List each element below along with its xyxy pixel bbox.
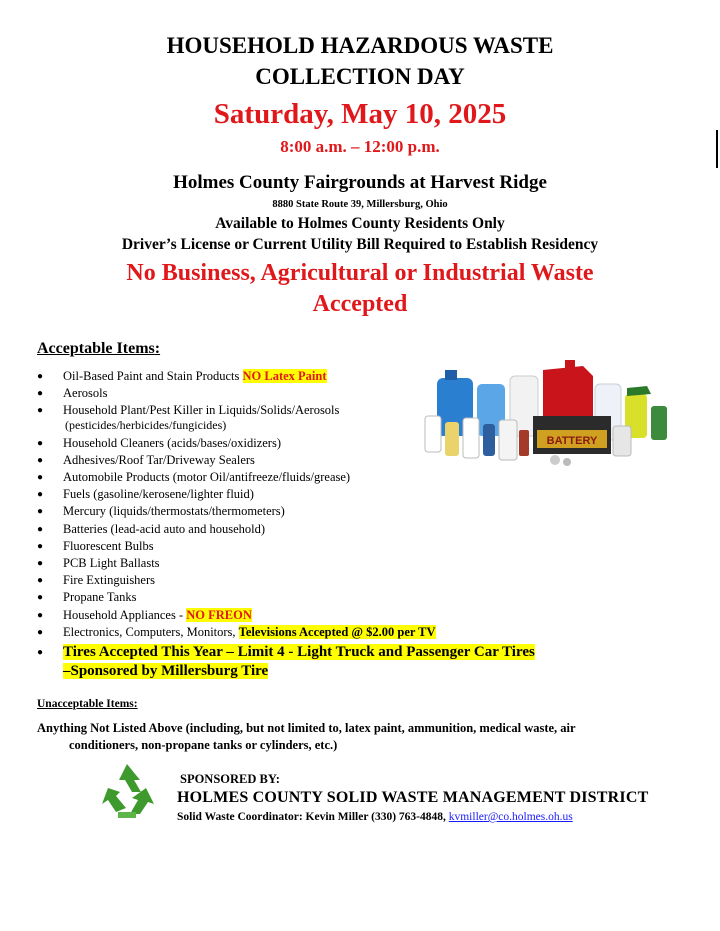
bullet-icon: ● [37, 647, 44, 659]
list-item [37, 452, 677, 469]
bullet-icon: ● [37, 558, 44, 570]
unacceptable-items-heading: Unacceptable Items: [37, 698, 138, 710]
item-warning: NO Latex Paint [242, 369, 327, 383]
list-item [37, 368, 677, 385]
bullet-icon: ● [37, 371, 44, 382]
coordinator-email-link[interactable]: kvmiller@co.holmes.oh.us [448, 811, 573, 823]
acceptable-items-list [37, 368, 677, 681]
list-item [37, 469, 677, 486]
coordinator-text: Solid Waste Coordinator: Kevin Miller (330) 763-4848, [177, 811, 449, 823]
bullet-icon: ● [37, 592, 44, 604]
bullet-icon: ● [37, 575, 44, 587]
sponsor-label: SPONSORED BY: [180, 772, 280, 786]
item-text: Automobile Products (motor Oil/antifreeze/fluids/grease) [63, 470, 351, 485]
list-item [37, 538, 677, 555]
bullet-icon: ● [37, 454, 44, 466]
list-item [37, 572, 677, 589]
event-time: 8:00 a.m. – 12:00 p.m. [280, 137, 440, 156]
event-venue: Holmes County Fairgrounds at Harvest Ridge [173, 172, 547, 193]
page-title [0, 30, 720, 92]
item-text: PCB Light Ballasts [63, 556, 160, 571]
item-text: Tires Accepted This Year – Limit 4 - Light Truck and Passenger Car Tires [63, 644, 535, 661]
district-name: HOLMES COUNTY SOLID WASTE MANAGEMENT DISTRICT [177, 789, 649, 806]
list-item [37, 607, 677, 624]
item-text: Fire Extinguishers [63, 573, 156, 588]
list-item [37, 503, 677, 520]
list-item [37, 402, 677, 430]
title-line-2: COLLECTION DAY [255, 64, 465, 89]
acceptable-items-heading [37, 340, 160, 358]
no-business-line-1: No Business, Agricultural or Industrial Waste [126, 260, 594, 286]
list-item-tires [37, 643, 677, 681]
coordinator-contact [177, 811, 573, 823]
list-item [37, 624, 677, 641]
bullet-icon: ● [37, 540, 44, 552]
item-text: Household Plant/Pest Killer in Liquids/Solids/Aerosols [63, 403, 340, 418]
availability-note: Available to Holmes County Residents Only [215, 215, 505, 232]
list-item [37, 385, 677, 402]
item-text: Batteries (lead-acid auto and household) [63, 521, 266, 536]
no-business-notice [0, 258, 720, 320]
acceptable-heading-text: Acceptable Items [37, 340, 155, 357]
unacceptable-line-1: Anything Not Listed Above (including, but not limited to, latex paint, ammunition, medical waste, air [37, 721, 576, 735]
unacceptable-line-2: conditioners, non-propane tanks or cylinders, etc.) [69, 738, 338, 752]
item-text: Aerosols [63, 386, 108, 401]
item-text: Household Appliances - [63, 607, 187, 622]
list-item [37, 521, 677, 538]
list-item [37, 589, 677, 606]
bullet-icon: ● [37, 472, 44, 484]
item-warning: NO FREON [186, 607, 252, 622]
item-text: Household Cleaners (acids/bases/oxidizers) [63, 435, 281, 450]
acceptable-heading-colon: : [154, 340, 161, 357]
list-item [37, 486, 677, 503]
item-text: Fluorescent Bulbs [63, 538, 154, 553]
list-item [37, 435, 677, 452]
bullet-icon: ● [37, 506, 44, 518]
bullet-icon: ● [37, 609, 44, 621]
bullet-icon: ● [37, 523, 44, 535]
item-text: Mercury (liquids/thermostats/thermometers) [63, 504, 285, 519]
event-address: 8880 State Route 39, Millersburg, Ohio [272, 199, 448, 210]
event-date: Saturday, May 10, 2025 [213, 98, 507, 130]
item-subtext: (pesticides/herbicides/fungicides) [65, 417, 227, 432]
item-text: Propane Tanks [63, 590, 137, 605]
item-text: Fuels (gasoline/kerosene/lighter fluid) [63, 487, 254, 502]
bullet-icon: ● [37, 489, 44, 501]
residency-note: Driver’s License or Current Utility Bill Required to Establish Residency [121, 236, 599, 253]
recycle-icon [96, 762, 158, 820]
bullet-icon: ● [37, 405, 44, 417]
list-item [37, 555, 677, 572]
battery-label: BATTERY [546, 435, 598, 447]
bullet-icon: ● [37, 626, 44, 638]
title-line-1: HOUSEHOLD HAZARDOUS WASTE [166, 33, 554, 58]
item-text: Adhesives/Roof Tar/Driveway Sealers [63, 452, 255, 467]
no-business-line-2: Accepted [312, 291, 408, 317]
item-highlight: Televisions Accepted @ $2.00 per TV [238, 624, 436, 639]
item-text: Oil-Based Paint and Stain Products [63, 369, 243, 383]
unacceptable-items-text [37, 720, 677, 754]
item-text: Electronics, Computers, Monitors, [63, 624, 239, 639]
bullet-icon: ● [37, 388, 44, 400]
item-subtext: –Sponsored by Millersburg Tire [63, 663, 269, 680]
bullet-icon: ● [37, 437, 44, 449]
